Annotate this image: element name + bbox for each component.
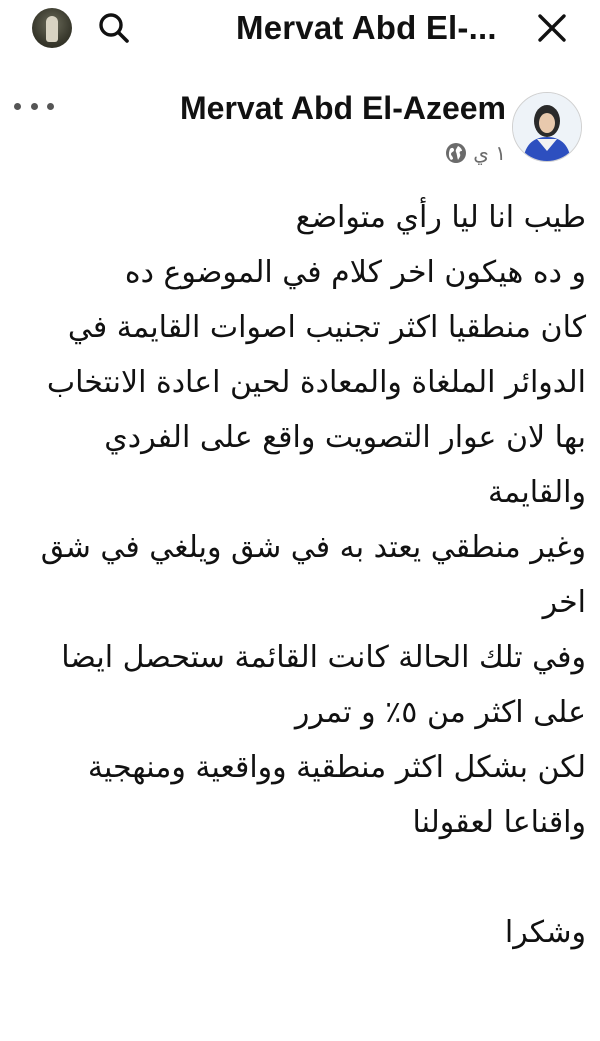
post-line: كان منطقيا اكثر تجنيب اصوات القايمة في bbox=[67, 310, 586, 345]
post-line: بها لان عوار التصويت واقع على الفردي bbox=[104, 420, 586, 455]
top-bar bbox=[0, 0, 600, 58]
post-author-name[interactable]: Mervat Abd El-Azeem bbox=[180, 90, 506, 126]
post-header bbox=[0, 86, 600, 176]
avatar-figure bbox=[46, 16, 58, 42]
globe-icon[interactable] bbox=[445, 142, 467, 164]
more-dot bbox=[47, 103, 54, 110]
post-line: وفي تلك الحالة كانت القائمة ستحصل ايضا bbox=[61, 640, 586, 675]
post-line: والقايمة bbox=[487, 475, 586, 510]
post-line: طيب انا ليا رأي متواضع bbox=[295, 200, 586, 235]
post-line: وغير منطقي يعتد به في شق ويلغي في شق bbox=[40, 530, 586, 565]
post-line: و ده هيكون اخر كلام في الموضوع ده bbox=[124, 255, 586, 290]
author-photo-icon bbox=[513, 93, 581, 161]
post-line: لكن بشكل اكثر منطقية وواقعية ومنهجية bbox=[87, 750, 586, 785]
post-closing: وشكرا bbox=[504, 915, 586, 950]
more-dot bbox=[14, 103, 21, 110]
post-line: اخر bbox=[542, 585, 586, 620]
search-button[interactable] bbox=[92, 8, 136, 48]
post-line: على اكثر من ٥٪ و تمرر bbox=[294, 695, 586, 730]
post-line: الدوائر الملغاة والمعادة لحين اعادة الانتخاب bbox=[46, 365, 586, 400]
post-meta bbox=[410, 138, 506, 168]
profile-avatar-icon[interactable] bbox=[32, 8, 72, 48]
more-dot bbox=[31, 103, 38, 110]
post-line: واقناعا لعقولنا bbox=[412, 805, 586, 840]
paragraph-gap bbox=[24, 850, 586, 905]
page-title: Mervat Abd El-... bbox=[236, 9, 497, 46]
author-avatar[interactable] bbox=[512, 92, 582, 162]
post-timestamp[interactable]: ١ ي bbox=[473, 141, 506, 165]
more-options-icon[interactable] bbox=[14, 94, 54, 118]
close-icon bbox=[536, 12, 568, 44]
post-body bbox=[24, 190, 586, 960]
search-icon bbox=[96, 10, 132, 46]
close-button[interactable] bbox=[530, 6, 574, 50]
